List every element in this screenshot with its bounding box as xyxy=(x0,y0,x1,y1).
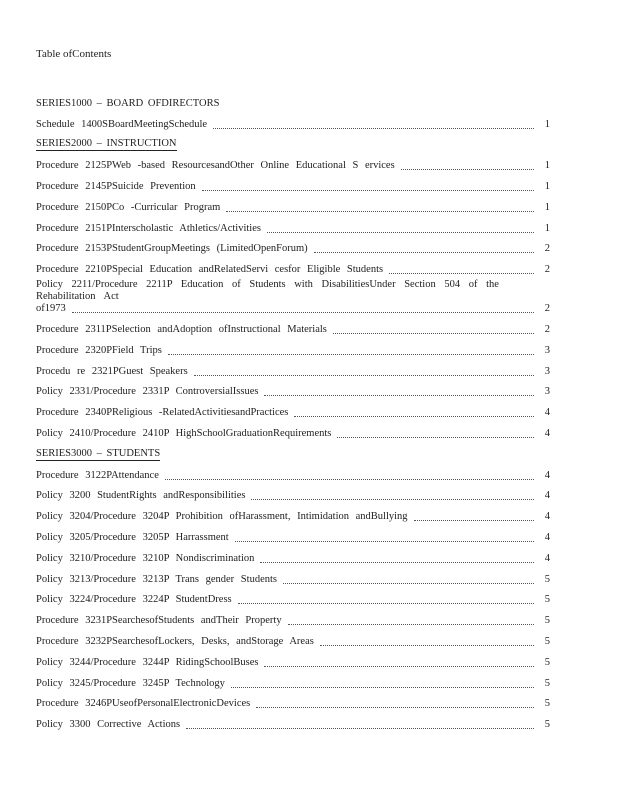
toc-page-number: 3 xyxy=(544,344,550,356)
toc-entry-label: Procedure 2151PInterscholastic Athletics/Activities xyxy=(36,222,261,234)
toc-page-number: 4 xyxy=(544,490,550,502)
dot-leader xyxy=(389,272,534,274)
toc-page-number: 5 xyxy=(544,677,550,689)
toc-entry xyxy=(36,609,550,630)
toc-page-number: 5 xyxy=(544,594,550,606)
toc-page-number: 4 xyxy=(544,427,550,439)
series-label: SERIES3000 – STUDENTS xyxy=(36,447,161,459)
toc-entry-label: Procedure 2125PWeb -based ResourcesandOther Online Educational S ervices xyxy=(36,160,395,172)
toc-page-number: 2 xyxy=(544,323,550,335)
toc-entry xyxy=(36,422,550,443)
toc-page-number: 1 xyxy=(544,222,550,234)
toc-page-number: 2 xyxy=(544,303,550,315)
toc-entry-label: Procedure 3122PAttendance xyxy=(36,469,159,481)
toc-entry xyxy=(36,381,550,402)
toc-entry xyxy=(36,113,550,134)
toc-entry-label: Procedure 3246PUseofPersonalElectronicDevices xyxy=(36,698,251,710)
toc-page-number: 4 xyxy=(544,552,550,564)
toc-entry-label: Policy 2410/Procedure 2410P HighSchoolGraduationRequirements xyxy=(36,427,332,439)
dot-leader xyxy=(267,231,534,233)
toc-page-number: 1 xyxy=(544,180,550,192)
dot-leader xyxy=(414,519,534,521)
toc-entry xyxy=(36,630,550,651)
toc-page-number: 2 xyxy=(544,243,550,255)
dot-leader xyxy=(283,582,534,584)
toc-entry-label: Policy 3204/Procedure 3204P Prohibition ofHarassment, Intimidation andBullying xyxy=(36,511,408,523)
toc-entry-label: Procedure 2153PStudentGroupMeetings (LimitedOpenForum) xyxy=(36,243,308,255)
toc-entry xyxy=(36,589,550,610)
toc-entry xyxy=(36,217,550,238)
toc-page-number: 3 xyxy=(544,386,550,398)
dot-leader xyxy=(186,727,534,729)
toc-entry-label: Policy 3213/Procedure 3213P Trans gender Students xyxy=(36,573,277,585)
toc-page-number: 5 xyxy=(544,719,550,731)
toc-page-number: 4 xyxy=(544,531,550,543)
toc-entry-label: Policy 3300 Corrective Actions xyxy=(36,719,181,731)
toc-entry-label: Policy 2331/Procedure 2331P ControversialIssues xyxy=(36,386,259,398)
toc-entry-label: Procedure 2145PSuicide Prevention xyxy=(36,180,196,192)
dot-leader xyxy=(260,561,534,563)
toc-entry-label: Policy 3200 StudentRights andResponsibilities xyxy=(36,490,246,502)
toc-entry xyxy=(36,360,550,381)
toc-entry-label: Procedure 2311PSelection andAdoption ofInstructional Materials xyxy=(36,323,327,335)
toc-page-number: 2 xyxy=(544,264,550,276)
toc-series-heading xyxy=(36,92,550,113)
toc-entry-label: Procedure 3231PSearchesofStudents andTheir Property xyxy=(36,615,282,627)
dot-leader xyxy=(226,210,534,212)
toc-page-number: 5 xyxy=(544,635,550,647)
toc-series-heading xyxy=(36,134,550,155)
toc-entry xyxy=(36,485,550,506)
toc-entry xyxy=(36,651,550,672)
dot-leader xyxy=(264,665,534,667)
dot-leader xyxy=(337,436,534,438)
toc-entry xyxy=(36,196,550,217)
toc-entry-continuation xyxy=(36,303,550,315)
dot-leader xyxy=(401,168,534,170)
toc-entry xyxy=(36,401,550,422)
dot-leader xyxy=(213,127,534,129)
dot-leader xyxy=(168,353,534,355)
toc-entry-label: Procedure 2150PCo -Curricular Program xyxy=(36,201,221,213)
toc-entry-label: Policy 3224/Procedure 3224P StudentDress xyxy=(36,594,232,606)
toc-entry-label: Schedule 1400SBoardMeetingSchedule xyxy=(36,118,208,130)
toc-page-number: 5 xyxy=(544,656,550,668)
series-label: SERIES1000 – BOARD OFDIRECTORS xyxy=(36,97,220,109)
toc-entry-label: Procedure 2320PField Trips xyxy=(36,344,162,356)
toc-entry-label: Policy 2211/Procedure 2211P Education of Students with DisabilitiesUnder Section 504 of the Rehabilitation Act xyxy=(36,279,499,303)
dot-leader xyxy=(314,251,534,253)
toc-entry-label: Procedure 3232PSearchesofLockers, Desks, andStorage Areas xyxy=(36,635,314,647)
toc-entry xyxy=(36,547,550,568)
dot-leader xyxy=(294,415,534,417)
toc-page-number: 4 xyxy=(544,407,550,419)
dot-leader xyxy=(72,311,534,313)
dot-leader xyxy=(194,374,534,376)
toc-entry xyxy=(36,526,550,547)
toc-entry-label: Policy 3205/Procedure 3205P Harrassment xyxy=(36,531,229,543)
toc-page-number: 1 xyxy=(544,201,550,213)
toc-list xyxy=(36,92,550,734)
toc-page-number: 1 xyxy=(544,118,550,130)
toc-page-number: 5 xyxy=(544,698,550,710)
dot-leader xyxy=(256,706,534,708)
toc-entry xyxy=(36,339,550,360)
toc-entry-label-cont: of1973 xyxy=(36,303,66,315)
toc-page-number: 4 xyxy=(544,469,550,481)
toc-entry xyxy=(36,318,550,339)
toc-page-number: 5 xyxy=(544,573,550,585)
toc-entry xyxy=(36,693,550,714)
toc-entry xyxy=(36,713,550,734)
dot-leader xyxy=(231,686,534,688)
dot-leader xyxy=(264,394,534,396)
toc-entry xyxy=(36,464,550,485)
toc-entry-label: Policy 3210/Procedure 3210P Nondiscrimination xyxy=(36,552,255,564)
dot-leader xyxy=(235,540,534,542)
toc-entry xyxy=(36,505,550,526)
toc-entry xyxy=(36,258,550,279)
toc-entry xyxy=(36,568,550,589)
toc-entry-label: Procedu re 2321PGuest Speakers xyxy=(36,365,188,377)
toc-page-number: 1 xyxy=(544,160,550,172)
toc-entry xyxy=(36,154,550,175)
toc-entry-label: Policy 3245/Procedure 3245P Technology xyxy=(36,677,225,689)
toc-entry-label: Procedure 2340PReligious -RelatedActivitiesandPractices xyxy=(36,407,289,419)
dot-leader xyxy=(238,602,534,604)
series-label: SERIES2000 – INSTRUCTION xyxy=(36,138,177,150)
toc-entry xyxy=(36,279,550,318)
toc-page-number: 5 xyxy=(544,615,550,627)
dot-leader xyxy=(251,498,534,500)
dot-leader xyxy=(320,644,534,646)
toc-entry xyxy=(36,175,550,196)
toc-page-number: 3 xyxy=(544,365,550,377)
toc-series-heading xyxy=(36,443,550,464)
dot-leader xyxy=(333,332,534,334)
toc-entry xyxy=(36,238,550,259)
dot-leader xyxy=(202,189,534,191)
toc-entry-label: Procedure 2210PSpecial Education andRelatedServi cesfor Eligible Students xyxy=(36,264,384,276)
toc-entry-label: Policy 3244/Procedure 3244P RidingSchoolBuses xyxy=(36,656,259,668)
toc-entry xyxy=(36,672,550,693)
toc-title: Table ofContents xyxy=(36,48,112,60)
toc-page-number: 4 xyxy=(544,511,550,523)
dot-leader xyxy=(288,623,534,625)
dot-leader xyxy=(165,478,534,480)
